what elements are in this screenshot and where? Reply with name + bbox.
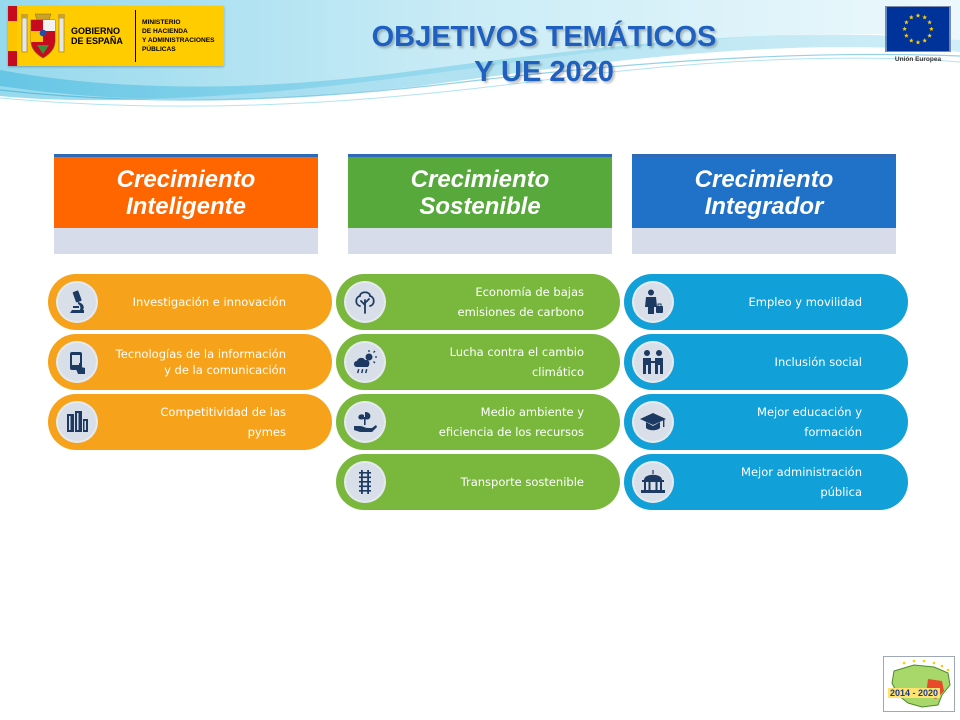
column-header-integrador [632,154,896,256]
objective-label: Lucha contra el cambio climático [449,345,584,379]
logo-divider [135,10,136,62]
objective-tic [48,334,332,390]
businessman-icon [632,281,674,323]
objective-competitividad-pymes [48,394,332,450]
programming-period-years: 2014 - 2020 [890,688,939,698]
railway-track-icon [344,461,386,503]
microscope-icon [56,281,98,323]
page-title-line2: Y UE 2020 [474,56,614,88]
page-title [300,20,788,90]
heading-underbar [632,228,896,254]
graduation-cap-icon [632,401,674,443]
objective-label: Tecnologías de la información y de la comunicación [115,347,286,377]
ministry-name: MINISTERIO DE HACIENDA Y ADMINISTRACIONES PÚBLICAS [142,19,215,53]
objective-label: Inclusión social [774,355,862,369]
spain-map-icon [884,657,956,713]
eu-label: Unión Europea [894,56,942,63]
heading-sostenible: Crecimiento Sostenible [348,154,612,228]
objective-label: Transporte sostenible [460,475,584,489]
gobierno-espana-name: GOBIERNO DE ESPAÑA [71,26,123,46]
objective-medio-ambiente [336,394,620,450]
tree-icon [344,281,386,323]
objective-economia-baja-carbono [336,274,620,330]
heading-inteligente: Crecimiento Inteligente [54,154,318,228]
buildings-icon [56,401,98,443]
objective-empleo-movilidad [624,274,908,330]
hand-plant-icon [344,401,386,443]
heading-integrador: Crecimiento Integrador [632,154,896,228]
gobierno-espana-logo [8,6,224,66]
page-title-line1: OBJETIVOS TEMÁTICOS [371,21,717,53]
objective-label: Mejor administración pública [741,465,862,499]
spain-flag-stripe [8,6,17,66]
objective-label: Mejor educación y formación [757,405,862,439]
objective-label: Competitividad de las pymes [160,405,286,439]
objective-label: Investigación e innovación [132,295,286,309]
objective-administracion-publica [624,454,908,510]
objective-investigacion-innovacion [48,274,332,330]
programming-period-logo [883,656,955,712]
sun-cloud-rain-icon [344,341,386,383]
heading-underbar [348,228,612,254]
eu-flag-icon [885,6,951,52]
two-people-icon [632,341,674,383]
objective-label: Medio ambiente y eficiencia de los recursos [438,405,584,439]
objective-inclusion-social [624,334,908,390]
heading-underbar [54,228,318,254]
objective-transporte-sostenible [336,454,620,510]
tablet-touch-icon [56,341,98,383]
government-building-icon [632,461,674,503]
objective-educacion-formacion [624,394,908,450]
column-header-sostenible [348,154,612,256]
objective-cambio-climatico [336,334,620,390]
objective-label: Economía de bajas emisiones de carbono [457,285,584,319]
column-header-inteligente [54,154,318,256]
objective-label: Empleo y movilidad [748,295,862,309]
coat-of-arms-icon [21,10,65,62]
eu-logo [883,6,953,68]
